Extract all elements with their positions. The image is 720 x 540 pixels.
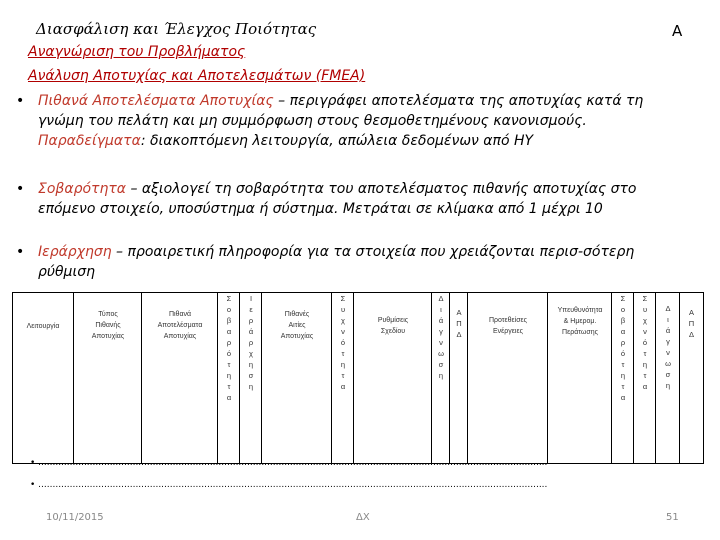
col-occurrence <box>331 293 354 463</box>
col-causes-l1: Πιθανές <box>284 311 310 318</box>
slide-title: Διασφάλιση και Έλεγχος Ποιότητας <box>36 20 317 38</box>
col-new-detection-label: Δ ι ά γ ν ω σ η <box>665 304 671 390</box>
footer-page-number: 51 <box>666 512 679 523</box>
bullet-3-text: – προαιρετική πληροφορία για τα στοιχεία που χρειάζονται περισ-σότερη ρύθμιση <box>38 244 635 280</box>
header-mark: Α <box>672 22 683 40</box>
col-design-controls <box>353 293 432 463</box>
col-new-rpn <box>679 293 703 463</box>
col-failure-effects-l2: Αποτελέσματα <box>157 322 203 329</box>
col-severity-label: Σ ο β α ρ ό τ η τ α <box>226 294 232 402</box>
col-detection <box>431 293 450 463</box>
col-responsibility-l3: Περάτωσης <box>562 329 598 336</box>
col-failure-effects-l1: Πιθανά <box>168 311 192 318</box>
fmea-table <box>12 292 704 464</box>
col-new-rpn-label: Α Π Δ <box>688 308 695 339</box>
col-classification-label: Ι ε ρ ά ρ χ η σ η <box>248 294 254 391</box>
col-occurrence-label: Σ υ χ ν ό τ η τ α <box>340 294 346 391</box>
bullet-1-text2: : διακοπτόμενη λειτουργία, απώλεια δεδομένων από ΗΥ <box>140 133 534 149</box>
col-responsibility-l2: & Ημερομ. <box>563 318 597 325</box>
col-design-controls-l1: Ρυθμίσεις <box>377 317 409 324</box>
footer-author: ΔΧ <box>356 512 370 523</box>
bullet-1-term: Πιθανά Αποτελέσματα Αποτυχίας <box>38 93 274 109</box>
col-new-severity <box>611 293 634 463</box>
col-causes-l3: Αποτυχίας <box>280 333 314 340</box>
footer-date: 10/11/2015 <box>46 512 104 523</box>
bullet-1-term2: Παραδείγματα <box>38 133 141 149</box>
col-recommended-actions-l2: Ενέργειες <box>493 328 523 335</box>
col-rpn <box>449 293 468 463</box>
col-causes-l2: Αιτίες <box>288 322 306 329</box>
col-severity <box>217 293 240 463</box>
dotted-line-2: • .................................................................................................................................................................................. <box>30 480 548 490</box>
col-detection-label: Δ ι ά γ ν ω σ η <box>438 294 444 380</box>
bullet-2-text: – αξιολογεί τη σοβαρότητα του αποτελέσματος πιθανής αποτυχίας στο επόμενο στοιχείο, υποσύστημα ή σύστημα. Μετράται σε κλίμακα από 1 μέχρι 10 <box>38 181 637 217</box>
col-failure-effects <box>141 293 218 463</box>
col-new-detection <box>655 293 680 463</box>
section-heading-2: Ανάλυση Αποτυχίας και Αποτελεσμάτων (FMEA) <box>28 68 366 84</box>
bullet-1-text: – περιγράφει αποτελέσματα της αποτυχίας κατά τη γνώμη του πελάτη και μη συμμόρφωση στους θεσμοθετημένους κανονισμούς. <box>38 93 644 129</box>
col-classification <box>239 293 262 463</box>
col-function-label: Λειτουργία <box>26 323 60 330</box>
col-rpn-label: Α Π Δ <box>456 308 462 339</box>
col-new-occurrence <box>633 293 656 463</box>
col-failure-type-l1: Τύπος <box>98 311 118 318</box>
dotted-line-1: • .................................................................................................................................................................................. <box>30 458 548 468</box>
bullet-3-term: Ιεράρχηση <box>38 244 112 260</box>
section-heading-1: Αναγνώριση του Προβλήματος <box>28 44 246 60</box>
col-new-severity-label: Σ ο β α ρ ό τ η τ α <box>620 294 626 402</box>
col-new-occurrence-label: Σ υ χ ν ό τ η τ α <box>642 294 648 391</box>
col-design-controls-l2: Σχεδίου <box>380 328 406 335</box>
col-responsibility-l1: Υπευθυνότητα <box>557 307 603 314</box>
col-failure-type-l2: Πιθανής <box>95 322 121 329</box>
col-causes <box>261 293 332 463</box>
col-failure-type-l3: Αποτυχίας <box>91 333 125 340</box>
col-failure-type <box>73 293 142 463</box>
col-responsibility <box>547 293 612 463</box>
col-recommended-actions <box>467 293 548 463</box>
col-function <box>13 293 73 463</box>
col-failure-effects-l3: Αποτυχίας <box>163 333 197 340</box>
col-recommended-actions-l1: Προτεθείσες <box>488 317 528 324</box>
bullet-2-term: Σοβαρότητα <box>38 181 126 197</box>
